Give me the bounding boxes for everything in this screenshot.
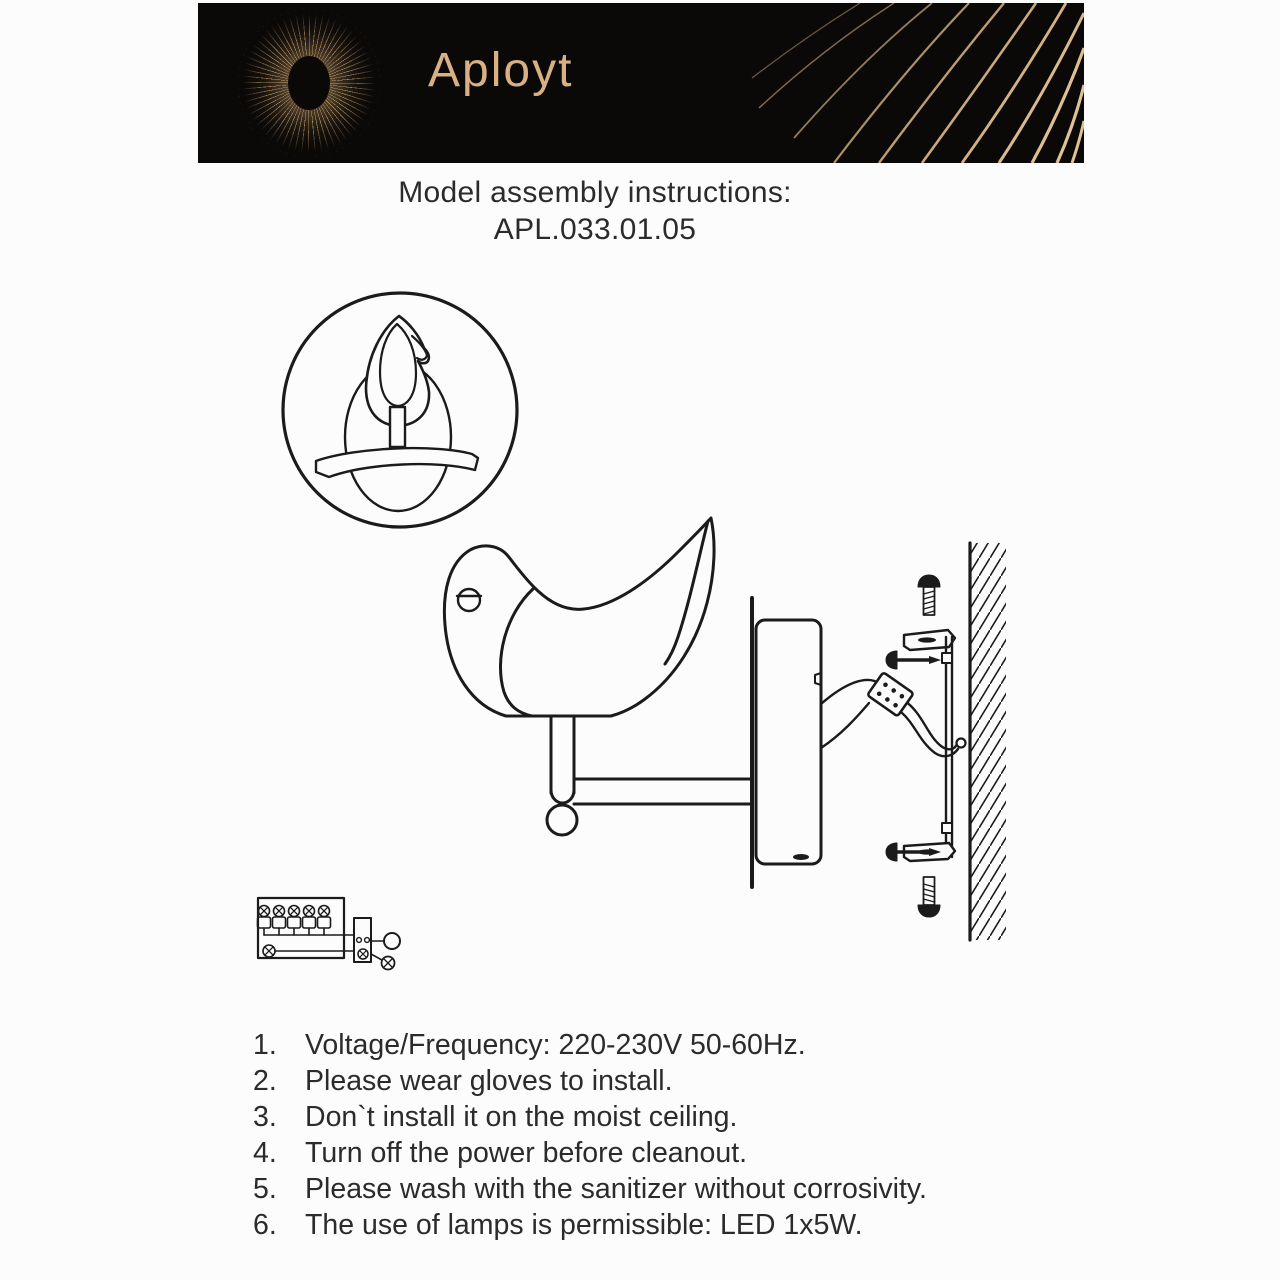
terminal-3 (288, 906, 301, 936)
instruction-text: Don`t install it on the moist ceiling. (305, 1101, 738, 1133)
instruction-text: Voltage/Frequency: 220-230V 50-60Hz. (305, 1029, 806, 1061)
bird-body (444, 518, 714, 716)
lamp-symbol (384, 933, 400, 949)
model-number: APL.033.01.05 (493, 213, 697, 246)
title-block (200, 174, 990, 248)
screw-bottom-vertical (918, 877, 940, 917)
instruction-item (253, 1207, 1073, 1243)
arm-top-view (316, 448, 478, 477)
instruction-number: 2. (253, 1065, 277, 1097)
instruction-number: 6. (253, 1209, 277, 1241)
wire-connector-block (867, 672, 913, 716)
instruction-number: 1. (253, 1029, 277, 1061)
terminal-2 (273, 906, 286, 936)
brand-name: Aployt (428, 44, 574, 97)
instruction-text: Please wear gloves to install. (305, 1065, 673, 1097)
wall-bracket (904, 630, 955, 861)
instruction-item (253, 1171, 1073, 1207)
plate-slot (793, 854, 809, 860)
stem-cap (551, 790, 574, 803)
instruction-number: 4. (253, 1137, 277, 1169)
sunburst-fade (238, 9, 380, 157)
terminal-1 (258, 906, 271, 936)
wall (970, 543, 1006, 940)
banner-rays-decoration-icon (664, 3, 1084, 163)
instruction-number: 5. (253, 1173, 277, 1205)
instruction-item (253, 1063, 1073, 1099)
sunburst-logo-icon (238, 9, 380, 157)
driver-screw (358, 949, 368, 959)
instruction-text: Turn off the power before cleanout. (305, 1137, 748, 1169)
mounting-plate (752, 598, 821, 887)
screw-top-horizontal (886, 651, 941, 669)
screw-top-vertical (918, 575, 940, 615)
terminal-4 (303, 906, 316, 936)
instruction-text: The use of lamps is permissible: LED 1x5W. (305, 1209, 863, 1241)
page-title: Model assembly instructions: (398, 176, 792, 209)
instructions-list (253, 1027, 1073, 1243)
wire-end (957, 739, 966, 748)
ground-screw (263, 945, 275, 957)
stem-top-view (390, 407, 405, 447)
instruction-item (253, 1099, 1073, 1135)
detail-circle-figure (283, 293, 517, 527)
terminal-5 (318, 906, 331, 936)
instruction-item (253, 1027, 1073, 1063)
stem-ball-end (547, 805, 577, 835)
power-wire (821, 672, 966, 756)
lamp-shade-drawing (444, 518, 752, 835)
instruction-item (253, 1135, 1073, 1171)
earth-screw (382, 957, 395, 970)
instruction-text: Please wash with the sanitizer without corrosivity. (305, 1173, 927, 1205)
instruction-number: 3. (253, 1101, 277, 1133)
wiring-schematic (258, 898, 401, 970)
brand-banner (198, 3, 1084, 163)
assembly-diagram (200, 270, 1060, 1000)
mounting-screws (886, 575, 941, 917)
